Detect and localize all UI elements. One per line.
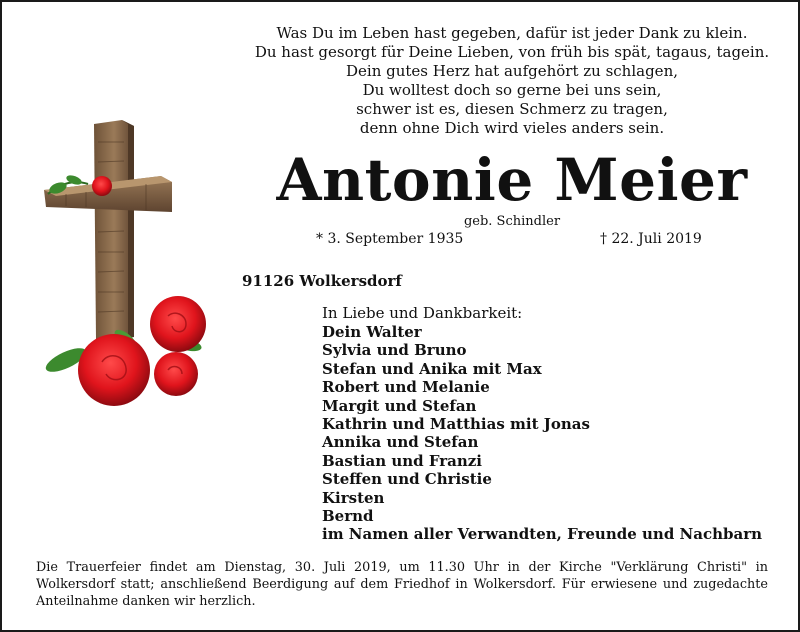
poem-line: denn ohne Dich wird vieles anders sein. [359,119,665,137]
funeral-notice: Die Trauerfeier findet am Dienstag, 30. Juli 2019, um 11.30 Uhr in der Kirche "Verklärung Christi" in Wolkersdorf statt; anschließend Beerdigung auf dem Friedhof in Wolkersdorf. Für erwiesene und zugedachte Anteilnahme danken wir herzlich. [36,560,768,609]
mourner-entry: Kirsten [322,488,385,507]
mourner-entry: Margit und Stefan [322,396,477,415]
deceased-name: Antonie Meier [276,146,748,214]
poem-line: Was Du im Leben hast gegeben, dafür ist jeder Dank zu klein. [276,24,748,42]
mourner-entry: Dein Walter [322,323,422,341]
mourners-intro: In Liebe und Dankbarkeit: [322,304,523,322]
mourner-entry: Robert und Melanie [322,378,490,397]
mourner-entry: Kathrin und Matthias mit Jonas [322,415,590,434]
mourner-entry: Sylvia und Bruno [322,341,467,360]
memorial-poem [242,24,782,138]
mourner-entry: Bastian und Franzi [322,451,482,470]
mourner-entry: Bernd [322,507,374,526]
mourner-entry: Stefan und Anika mit Max [322,359,542,378]
death-date: † 22. Juli 2019 [600,231,702,247]
birth-date: * 3. September 1935 [316,231,464,247]
place-of-residence: 91126 Wolkersdorf [242,272,402,290]
poem-line: Du hast gesorgt für Deine Lieben, von früh bis spät, tagaus, tagein. [254,43,770,61]
mourner-entry: Steffen und Christie [322,470,492,489]
wooden-cross-with-roses-illustration [36,112,216,412]
poem-line: schwer ist es, diesen Schmerz zu tragen, [356,100,668,118]
maiden-name: geb. Schindler [463,214,561,229]
mourner-entry: Annika und Stefan [322,433,479,452]
mourners-list [322,323,762,544]
poem-line: Dein gutes Herz hat aufgehört zu schlagen, [346,62,678,80]
mourner-entry: im Namen aller Verwandten, Freunde und Nachbarn [322,525,763,544]
poem-line: Du wolltest doch so gerne bei uns sein, [362,81,662,99]
